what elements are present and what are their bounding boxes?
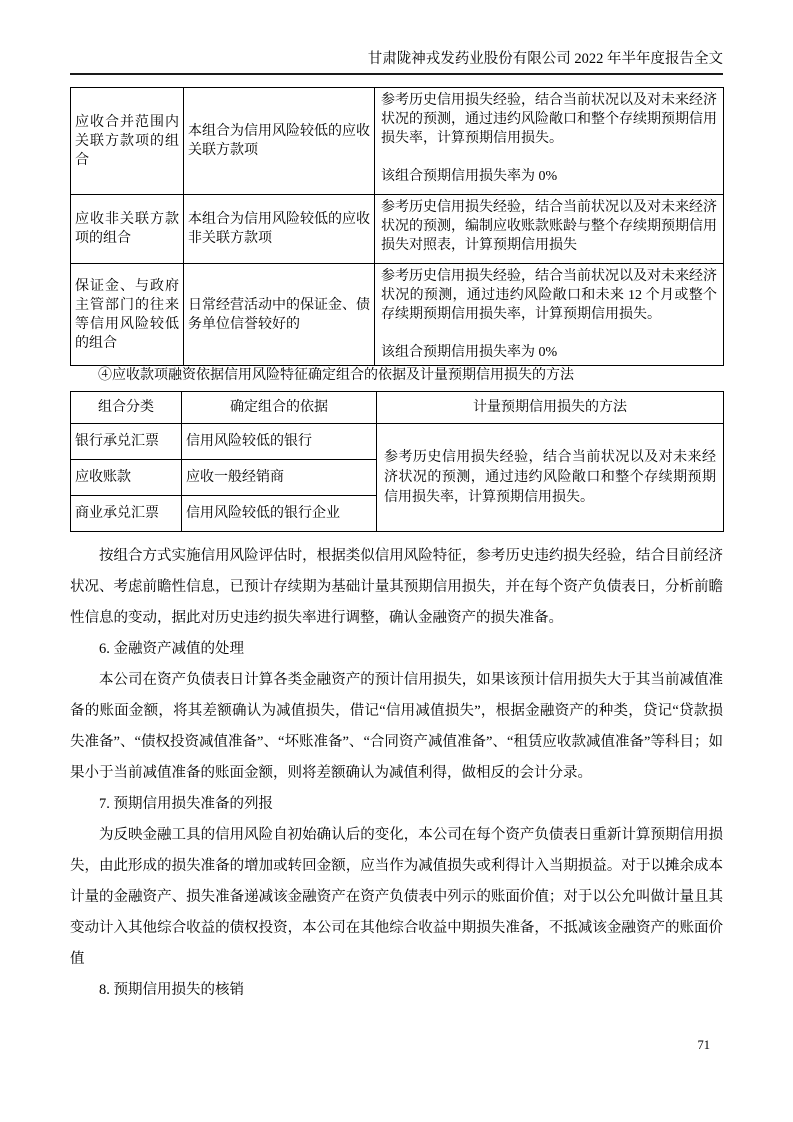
- portfolio-name-cell: 应收非关联方款项的组合: [71, 195, 184, 264]
- portfolio-method-cell: [375, 264, 724, 366]
- merged-method-cell: 参考历史信用损失经验，结合当前状况以及对未来经济状况的预测，通过违约风险敞口和整个存续期预期信用损失率，计算预期信用损失。: [377, 424, 724, 532]
- lower-content: [70, 363, 723, 1006]
- body-text: [70, 541, 723, 1006]
- method-text: 参考历史信用损失经验，结合当前状况以及对未来经济状况的预测，通过违约风险敞口和未来 12 个月或整个存续期预期信用损失率，计算预期信用损失。: [381, 269, 717, 322]
- loss-rate-text: 该组合预期信用损失率为 0%: [381, 169, 558, 184]
- method-text: 参考历史信用损失经验，结合当前状况以及对未来经济状况的预测，通过违约风险敞口和整个存续期预期信用损失率，计算预期信用损失。: [381, 93, 717, 146]
- table-row: [71, 264, 724, 366]
- column-header: 计量预期信用损失的方法: [377, 392, 724, 424]
- column-header: 确定组合的依据: [182, 392, 377, 424]
- portfolio-name-cell: 保证金、与政府主管部门的往来等信用风险较低的组合: [71, 264, 184, 366]
- table-row: [71, 424, 724, 460]
- portfolio-basis-cell: 本组合为信用风险较低的应收关联方款项: [184, 88, 375, 195]
- category-cell: 银行承兑汇票: [71, 424, 182, 460]
- table-row: [71, 88, 724, 195]
- item4-heading: ④应收款项融资依据信用风险特征确定组合的依据及计量预期信用损失的方法: [98, 368, 574, 383]
- basis-cell: 信用风险较低的银行: [182, 424, 377, 460]
- portfolio-method-cell: [375, 88, 724, 195]
- paragraph-impairment-treatment: 本公司在资产负债表日计算各类金融资产的预计信用损失，如果该预计信用损失大于其当前减值准备的账面金额，将其差额确认为减值损失，借记“信用减值损失”，根据金融资产的种类，贷记“贷款损失准备”、“债权投资减值准备”、“坏账准备”、“合同资产减值准备”、“租赁应收款减值准备”等科目；如果小于当前减值准备的账面金额，则将差额确认为减值利得，做相反的会计分录。: [70, 672, 723, 781]
- credit-loss-portfolio-table: [70, 87, 724, 366]
- table-row: [71, 195, 724, 264]
- section-heading-6: 6. 金融资产减值的处理: [99, 641, 244, 657]
- column-header: 组合分类: [71, 392, 182, 424]
- table-header-row: [71, 392, 724, 424]
- loss-rate-text: 该组合预期信用损失率为 0%: [381, 345, 558, 360]
- page-footer: [70, 1038, 710, 1053]
- section-heading-7: 7. 预期信用损失准备的列报: [99, 796, 273, 812]
- paragraph-group-assessment: 按组合方式实施信用风险评估时，根据类似信用风险特征，参考历史违约损失经验，结合目前经济状况、考虑前瞻性信息，已预计存续期为基础计量其预期信用损失，并在每个资产负债表日，分析前瞻性信息的变动，据此对历史违约损失率进行调整，确认金融资产的损失准备。: [70, 548, 723, 626]
- page-number: 71: [697, 1038, 710, 1052]
- receivables-financing-table: [70, 391, 724, 532]
- header-title: 甘肃陇神戎发药业股份有限公司 2022 年半年度报告全文: [367, 51, 723, 67]
- paragraph-loss-provision-presentation: 为反映金融工具的信用风险自初始确认后的变化，本公司在每个资产负债表日重新计算预期信用损失，由此形成的损失准备的增加或转回金额，应当作为减值损失或利得计入当期损益。对于以摊余成本计量的金融资产、损失准备递减该金融资产在资产负债表中列示的账面价值；对于以公允叫做计量且其变动计入其他综合收益的债权投资，本公司在其他综合收益中期损失准备，不抵减该金融资产的账面价值: [70, 827, 723, 967]
- page-header: [70, 48, 723, 75]
- method-text: 参考历史信用损失经验，结合当前状况以及对未来经济状况的预测，编制应收账款账龄与整个存续期预期信用损失对照表，计算预期信用损失: [381, 200, 717, 253]
- section-heading-8: 8. 预期信用损失的核销: [99, 982, 244, 998]
- basis-cell: 应收一般经销商: [182, 460, 377, 496]
- portfolio-basis-cell: 本组合为信用风险较低的应收非关联方款项: [184, 195, 375, 264]
- portfolio-name-cell: 应收合并范围内关联方款项的组合: [71, 88, 184, 195]
- basis-cell: 信用风险较低的银行企业: [182, 496, 377, 532]
- portfolio-method-cell: [375, 195, 724, 264]
- portfolio-basis-cell: 日常经营活动中的保证金、债务单位信誉较好的: [184, 264, 375, 366]
- category-cell: 应收账款: [71, 460, 182, 496]
- category-cell: 商业承兑汇票: [71, 496, 182, 532]
